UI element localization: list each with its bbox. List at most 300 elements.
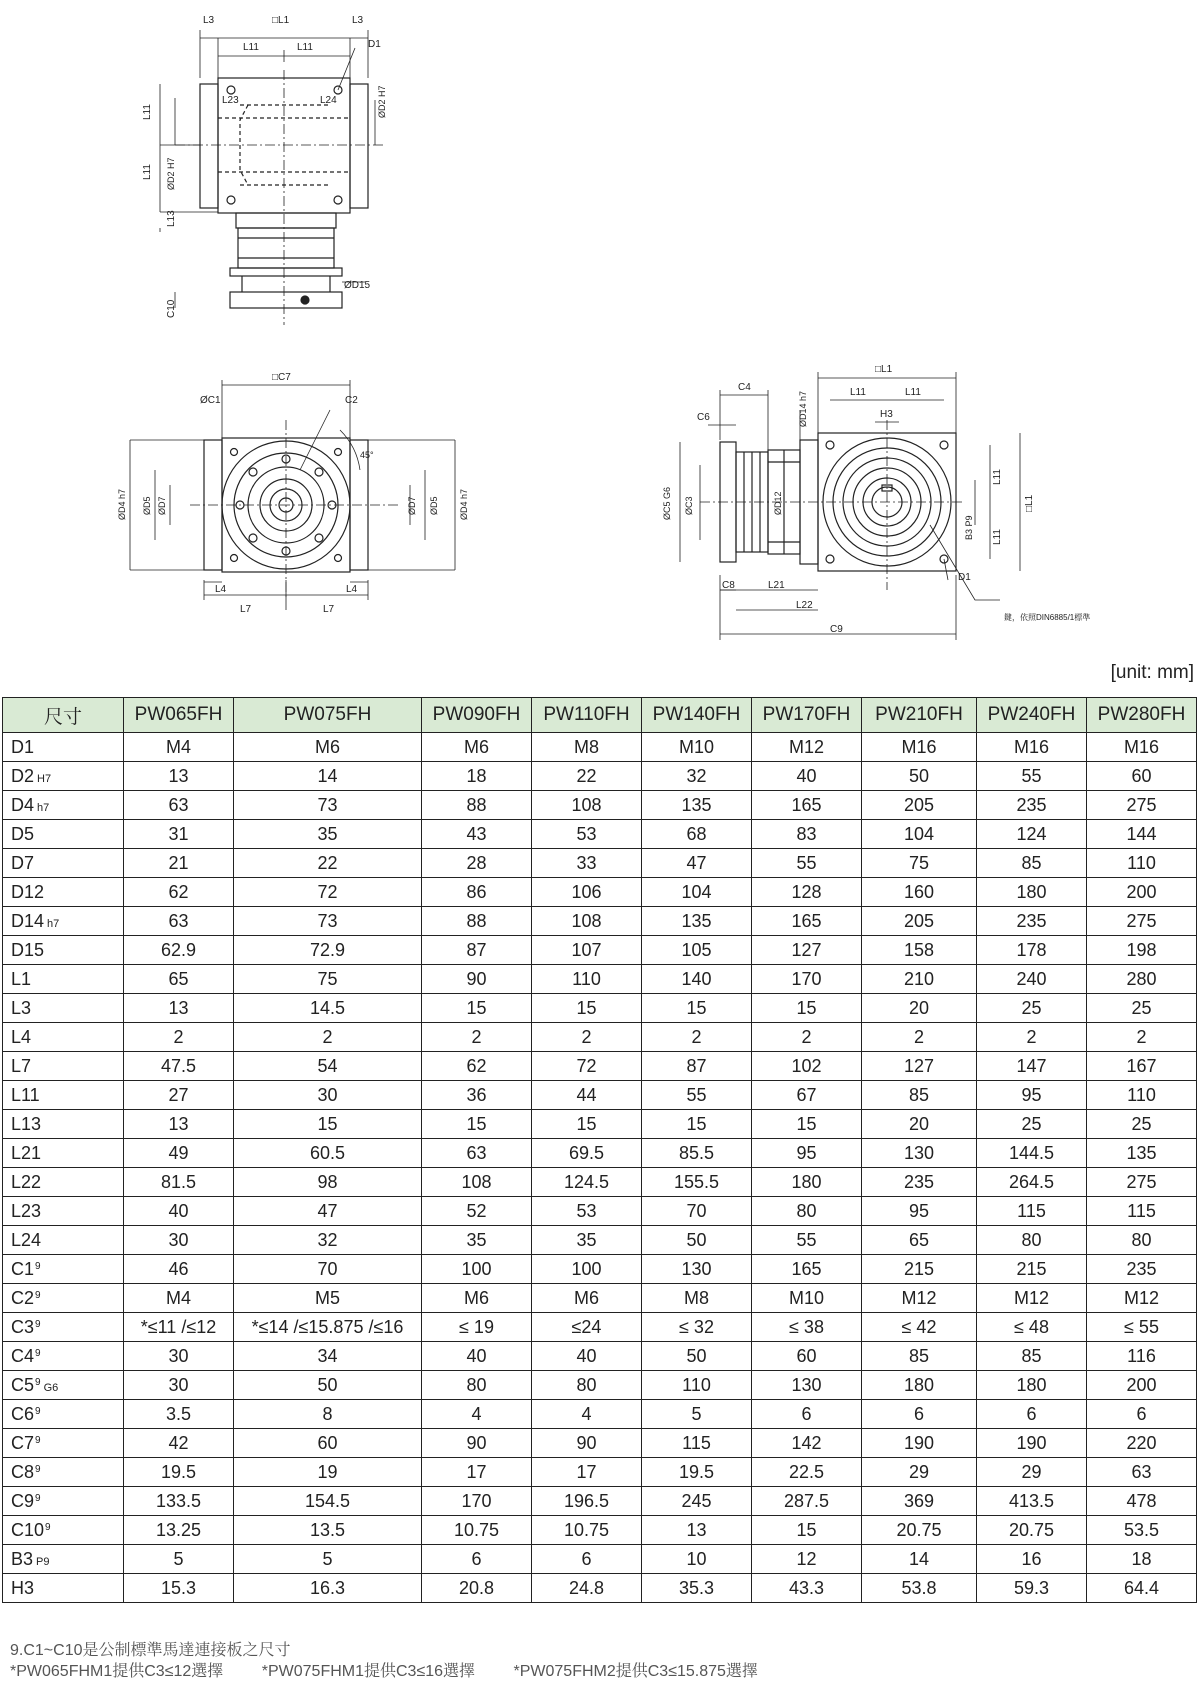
row-label-name: D15 [11,939,45,960]
dim-label-side-15: L21 [768,580,785,591]
table-cell: ≤ 55 [1087,1313,1197,1342]
row-label-name: L3 [11,997,32,1018]
table-cell: M6 [532,1284,642,1313]
table-cell: 235 [862,1168,977,1197]
table-row [3,994,1197,1023]
table-cell: 110 [532,965,642,994]
table-row [3,1197,1197,1226]
table-cell: 215 [977,1255,1087,1284]
table-cell: 33 [532,849,642,878]
table-cell: 75 [234,965,422,994]
row-label-superscript: 9 [35,1376,41,1388]
dim-label-front-13: L7 [323,604,335,615]
row-label [3,791,124,820]
table-cell: 20 [862,994,977,1023]
table-cell: 40 [752,762,862,791]
row-label-tolerance: h7 [47,917,60,930]
header-model-pw090fh: PW090FH [422,698,532,733]
table-cell: 35.3 [642,1574,752,1603]
table-cell: 110 [1087,1081,1197,1110]
table-cell: 30 [124,1226,234,1255]
table-cell: 55 [977,762,1087,791]
row-label [3,1023,124,1052]
table-cell: M12 [862,1284,977,1313]
table-cell: 25 [1087,1110,1197,1139]
table-cell: 25 [977,1110,1087,1139]
header-model-pw075fh: PW075FH [234,698,422,733]
dim-label-front-8: ØD5 [429,496,439,515]
table-cell: 104 [862,820,977,849]
table-cell: ≤ 19 [422,1313,532,1342]
row-label-superscript: 9 [35,1405,41,1417]
table-cell: 90 [422,965,532,994]
row-label-name: C6 [11,1403,35,1424]
table-cell: 52 [422,1197,532,1226]
row-label [3,936,124,965]
table-cell: M10 [642,733,752,762]
table-cell: 25 [1087,994,1197,1023]
row-label-name: L24 [11,1229,42,1250]
table-cell: 32 [642,762,752,791]
table-cell: 127 [862,1052,977,1081]
table-cell: 30 [124,1371,234,1400]
row-label [3,849,124,878]
dim-label-side-11: □L1 [1024,494,1035,512]
table-cell: M16 [977,733,1087,762]
table-cell: 154.5 [234,1487,422,1516]
table-cell: 275 [1087,791,1197,820]
dim-label-side-5: L11 [905,387,921,398]
unit-label: [unit: mm] [1110,662,1194,683]
table-cell: 124 [977,820,1087,849]
table-cell: 4 [422,1400,532,1429]
row-label-name: L7 [11,1055,32,1076]
dim-label-top-1: □L1 [272,15,290,26]
table-cell: 10.75 [422,1516,532,1545]
table-cell: 29 [862,1458,977,1487]
row-label-superscript: 9 [35,1318,41,1330]
table-cell: 80 [977,1226,1087,1255]
table-cell: 64.4 [1087,1574,1197,1603]
table-cell: 55 [752,849,862,878]
table-cell: 35 [422,1226,532,1255]
table-cell: 190 [862,1429,977,1458]
row-label [3,1574,124,1603]
dim-label-side-8: ØC3 [684,496,694,515]
table-cell: 245 [642,1487,752,1516]
table-cell: M16 [862,733,977,762]
table-cell: 67 [752,1081,862,1110]
table-cell: 105 [642,936,752,965]
table-cell: 10.75 [532,1516,642,1545]
table-cell: 115 [977,1197,1087,1226]
table-row [3,1081,1197,1110]
table-cell: 102 [752,1052,862,1081]
row-label [3,1458,124,1487]
row-label [3,1168,124,1197]
table-cell: 12 [752,1545,862,1574]
dim-label-side-6: H3 [880,409,893,420]
dim-label-side-16: L22 [796,600,813,611]
table-cell: 160 [862,878,977,907]
table-cell: 20 [862,1110,977,1139]
table-cell: 60.5 [234,1139,422,1168]
table-cell: 59.3 [977,1574,1087,1603]
footnote-item: *PW075FHM2提供C3≤15.875選擇 [513,1663,758,1680]
row-label [3,1371,124,1400]
table-cell: 147 [977,1052,1087,1081]
table-cell: 235 [1087,1255,1197,1284]
table-cell: 55 [752,1226,862,1255]
table-cell: 70 [234,1255,422,1284]
table-body [3,733,1197,1603]
row-label [3,907,124,936]
table-cell: 240 [977,965,1087,994]
technical-drawings [0,0,1200,665]
row-label-superscript: 9 [35,1434,41,1446]
row-label-name: C4 [11,1345,35,1366]
row-label-name: C8 [11,1461,35,1482]
table-cell: 34 [234,1342,422,1371]
dim-label-front-6: ØD7 [157,496,167,515]
table-cell: 104 [642,878,752,907]
table-cell: 108 [422,1168,532,1197]
table-cell: 85 [977,849,1087,878]
table-cell: 144.5 [977,1139,1087,1168]
table-cell: 14.5 [234,994,422,1023]
table-cell: M12 [752,733,862,762]
dim-label-front-10: L4 [215,584,227,595]
table-cell: 15 [234,1110,422,1139]
table-cell: 13 [124,762,234,791]
table-cell: 87 [422,936,532,965]
table-cell: 22.5 [752,1458,862,1487]
dim-label-side-14: C8 [722,580,735,591]
table-row [3,1400,1197,1429]
front-view-drawing [130,380,455,610]
table-cell: 19 [234,1458,422,1487]
row-label-name: D4 [11,794,35,815]
table-cell: 13 [642,1516,752,1545]
dim-label-top-8: ØD2 H7 [377,85,387,118]
table-cell: 15 [532,1110,642,1139]
table-cell: 62 [124,878,234,907]
header-model-pw140fh: PW140FH [642,698,752,733]
table-cell: 47 [642,849,752,878]
dim-label-side-0: C4 [738,382,751,393]
table-row [3,733,1197,762]
header-model-pw065fh: PW065FH [124,698,234,733]
row-label-name: C3 [11,1316,35,1337]
row-label [3,965,124,994]
row-label [3,1429,124,1458]
table-cell: 44 [532,1081,642,1110]
table-cell: M4 [124,1284,234,1313]
table-cell: 50 [234,1371,422,1400]
table-cell: 4 [532,1400,642,1429]
row-label-name: C10 [11,1519,45,1540]
row-label-name: D12 [11,881,45,902]
table-cell: 95 [752,1139,862,1168]
row-label [3,1545,124,1574]
table-row [3,1516,1197,1545]
table-cell: 13 [124,1110,234,1139]
table-cell: 62 [422,1052,532,1081]
dim-label-front-12: L7 [240,604,252,615]
table-row [3,1139,1197,1168]
table-cell: 275 [1087,907,1197,936]
table-cell: *≤14 /≤15.875 /≤16 [234,1313,422,1342]
table-cell: 53 [532,820,642,849]
row-label-name: C9 [11,1490,35,1511]
table-cell: 110 [1087,849,1197,878]
dim-label-side-12: L11 [992,529,1003,545]
dim-label-top-14: C10 [166,299,177,318]
table-cell: 63 [1087,1458,1197,1487]
table-cell: 50 [642,1226,752,1255]
table-cell: 85 [862,1081,977,1110]
dim-label-top-7: L24 [320,95,337,106]
table-cell: 127 [752,936,862,965]
table-cell: 115 [1087,1197,1197,1226]
table-cell: 40 [532,1342,642,1371]
table-cell: 6 [862,1400,977,1429]
row-label [3,878,124,907]
table-cell: 30 [234,1081,422,1110]
row-label-name: L23 [11,1200,42,1221]
table-cell: 15 [752,1516,862,1545]
table-cell: 19.5 [124,1458,234,1487]
table-cell: 128 [752,878,862,907]
table-cell: 167 [1087,1052,1197,1081]
table-cell: 15 [422,1110,532,1139]
table-cell: M5 [234,1284,422,1313]
table-cell: 2 [642,1023,752,1052]
row-label-superscript: 9 [35,1463,41,1475]
row-label-tolerance: H7 [37,772,52,785]
table-row [3,1371,1197,1400]
table-cell: 35 [234,820,422,849]
table-cell: 135 [642,907,752,936]
table-row [3,1284,1197,1313]
table-row [3,762,1197,791]
table-cell: 80 [532,1371,642,1400]
dim-label-side-1: C6 [697,412,710,423]
table-cell: 124.5 [532,1168,642,1197]
row-label [3,1139,124,1168]
row-label-superscript: 9 [45,1521,51,1533]
row-label-name: L22 [11,1171,42,1192]
table-cell: 72 [234,878,422,907]
row-label [3,1400,124,1429]
table-cell: 85.5 [642,1139,752,1168]
table-cell: 43.3 [752,1574,862,1603]
table-row [3,878,1197,907]
table-row [3,965,1197,994]
table-cell: 215 [862,1255,977,1284]
table-cell: 180 [977,1371,1087,1400]
table-cell: 20.8 [422,1574,532,1603]
table-cell: 85 [977,1342,1087,1371]
dim-label-front-3: 45° [360,450,374,460]
table-cell: 65 [124,965,234,994]
table-cell: 165 [752,791,862,820]
side-view-drawing [680,372,1020,640]
table-cell: 275 [1087,1168,1197,1197]
table-cell: 130 [752,1371,862,1400]
table-cell: 108 [532,907,642,936]
table-cell: 95 [977,1081,1087,1110]
table-cell: 210 [862,965,977,994]
table-cell: 15 [752,1110,862,1139]
table-cell: 6 [977,1400,1087,1429]
table-cell: 90 [422,1429,532,1458]
row-label-name: L1 [11,968,32,989]
table-cell: 2 [124,1023,234,1052]
dim-label-side-2: ØD14 h7 [798,390,808,427]
table-cell: 190 [977,1429,1087,1458]
table-row [3,1226,1197,1255]
table-header-row [3,698,1197,733]
table-row [3,1052,1197,1081]
table-cell: 235 [977,791,1087,820]
row-label [3,1226,124,1255]
table-cell: 200 [1087,1371,1197,1400]
header-model-pw280fh: PW280FH [1087,698,1197,733]
table-cell: 87 [642,1052,752,1081]
row-label-name: L21 [11,1142,42,1163]
table-cell: M6 [234,733,422,762]
table-cell: 155.5 [642,1168,752,1197]
table-cell: 88 [422,791,532,820]
table-row [3,1458,1197,1487]
row-label [3,1284,124,1313]
dim-label-top-5: D1 [368,39,381,50]
dim-label-side-18: D1 [958,572,971,583]
dim-label-front-7: ØD7 [407,496,417,515]
table-cell: 40 [422,1342,532,1371]
table-cell: 60 [752,1342,862,1371]
row-label [3,733,124,762]
dim-label-side-7: ØC5 G6 [662,486,672,520]
dim-label-side-4: L11 [850,387,866,398]
row-label [3,1081,124,1110]
table-cell: 63 [422,1139,532,1168]
table-cell: ≤ 42 [862,1313,977,1342]
table-cell: 18 [1087,1545,1197,1574]
row-label-name: D2 [11,765,35,786]
table-cell: 30 [124,1342,234,1371]
table-cell: 135 [1087,1139,1197,1168]
table-cell: 413.5 [977,1487,1087,1516]
row-label [3,1197,124,1226]
table-row [3,1110,1197,1139]
dim-label-top-2: L3 [352,15,364,26]
table-cell: M16 [1087,733,1197,762]
table-cell: 478 [1087,1487,1197,1516]
table-cell: 287.5 [752,1487,862,1516]
row-label-name: D5 [11,823,35,844]
row-label [3,1110,124,1139]
row-label [3,1255,124,1284]
table-cell: 8 [234,1400,422,1429]
table-cell: 31 [124,820,234,849]
table-cell: 16.3 [234,1574,422,1603]
table-cell: 3.5 [124,1400,234,1429]
dim-label-side-9: ØD12 [773,491,783,515]
table-cell: 115 [642,1429,752,1458]
table-cell: 72 [532,1052,642,1081]
dim-label-top-13: ØD15 [344,280,371,291]
table-cell: 88 [422,907,532,936]
dim-label-side-19: 鍵，依照DIN6885/1標準 [1004,613,1091,622]
table-cell: 47 [234,1197,422,1226]
table-cell: M10 [752,1284,862,1313]
row-label [3,1052,124,1081]
table-cell: M12 [1087,1284,1197,1313]
table-cell: 200 [1087,878,1197,907]
table-cell: 100 [422,1255,532,1284]
table-cell: 63 [124,791,234,820]
table-cell: ≤ 38 [752,1313,862,1342]
dim-label-side-10: L11 [992,469,1003,485]
table-cell: 14 [862,1545,977,1574]
table-cell: 10 [642,1545,752,1574]
table-cell: 6 [532,1545,642,1574]
table-cell: 80 [752,1197,862,1226]
table-cell: 106 [532,878,642,907]
dim-label-front-2: C2 [345,395,358,406]
table-cell: 80 [1087,1226,1197,1255]
table-cell: 130 [862,1139,977,1168]
table-cell: 14 [234,762,422,791]
table-cell: 86 [422,878,532,907]
table-cell: 2 [422,1023,532,1052]
table-cell: 80 [422,1371,532,1400]
table-cell: 13.25 [124,1516,234,1545]
table-row [3,1342,1197,1371]
header-model-pw110fh: PW110FH [532,698,642,733]
table-cell: 83 [752,820,862,849]
drawing-svg [0,0,1200,665]
dim-label-top-12: L13 [166,210,177,227]
table-cell: 18 [422,762,532,791]
table-row [3,1429,1197,1458]
row-label-name: C2 [11,1287,35,1308]
row-label-name: D7 [11,852,35,873]
row-label [3,1342,124,1371]
table-cell: 116 [1087,1342,1197,1371]
row-label [3,820,124,849]
row-label-name: C1 [11,1258,35,1279]
table-cell: M4 [124,733,234,762]
dim-label-side-17: C9 [830,624,843,635]
dim-label-top-10: L11 [142,164,153,180]
footnote-item: *PW075FHM1提供C3≤16選擇 [261,1663,476,1680]
table-cell: M6 [422,1284,532,1313]
table-cell: M12 [977,1284,1087,1313]
table-cell: 46 [124,1255,234,1284]
table-cell: M8 [642,1284,752,1313]
table-cell: ≤24 [532,1313,642,1342]
row-label-name: L4 [11,1026,32,1047]
spec-table [2,697,1197,1603]
table-cell: 60 [234,1429,422,1458]
table-cell: 135 [642,791,752,820]
row-label [3,1313,124,1342]
table-cell: 2 [862,1023,977,1052]
dim-label-top-9: L11 [142,104,153,120]
